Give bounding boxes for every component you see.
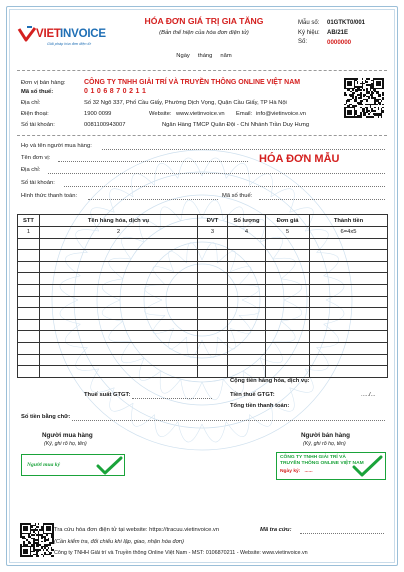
table-cell (198, 261, 228, 273)
buyer-address-line (48, 173, 385, 174)
table-row (18, 261, 388, 273)
table-cell (40, 238, 198, 250)
seller-address-label: Địa chỉ: (21, 100, 41, 106)
table-row (18, 284, 388, 296)
table-cell (266, 308, 310, 320)
table-cell (266, 284, 310, 296)
table-cell (40, 331, 198, 343)
table-cell (198, 308, 228, 320)
buyer-sign-hint: (Ký, ghi rõ họ, tên) (44, 441, 87, 447)
brand-right: INVOICE (60, 28, 106, 40)
buyer-payment-label: Hình thức thanh toán: (21, 193, 78, 199)
table-cell (266, 250, 310, 262)
table-row (18, 308, 388, 320)
col-header-quantity: Số lượng (228, 215, 266, 227)
table-cell (228, 319, 266, 331)
table-cell (40, 366, 198, 378)
table-cell (228, 238, 266, 250)
invoice-subtitle: (Bản thể hiện của hóa đơn điện tử) (159, 30, 249, 36)
table-cell (228, 261, 266, 273)
table-cell (228, 342, 266, 354)
seller-email-value: info@vietinvoice.vn (256, 111, 307, 117)
seller-phone-label: Điện thoại: (21, 111, 49, 117)
subtotal-label: Cộng tiền hàng hóa, dịch vụ: (230, 378, 310, 384)
buyer-box-label: Người mua ký (27, 462, 61, 468)
footer-lookup-code-label: Mã tra cứu: (260, 527, 292, 533)
seller-website-value: www.vietinvoice.vn (176, 111, 225, 117)
index-cell-name: 2 (40, 227, 198, 239)
seller-bank-value: Ngân Hàng TMCP Quân Đội - Chi Nhánh Trần Duy Hưng (162, 122, 310, 128)
buyer-tax-label: Mã số thuế: (222, 193, 253, 199)
table-cell (198, 296, 228, 308)
table-cell (228, 296, 266, 308)
seller-tax-value: 0 1 0 6 8 7 0 2 1 1 (84, 88, 147, 95)
table-cell (18, 342, 40, 354)
seller-website-label: Website: (149, 111, 172, 117)
buyer-payment-line (88, 199, 218, 200)
table-row (18, 319, 388, 331)
vat-amount-label: Tiền thuế GTGT: (230, 392, 275, 398)
seller-account-label: Số tài khoản: (21, 122, 55, 128)
seller-divider (17, 135, 387, 136)
table-cell (228, 354, 266, 366)
table-row (18, 342, 388, 354)
buyer-account-label: Số tài khoản: (21, 180, 55, 186)
table-cell (198, 331, 228, 343)
table-row (18, 296, 388, 308)
table-row (18, 250, 388, 262)
table-header-row (18, 215, 388, 227)
table-cell (310, 308, 388, 320)
grand-total-label: Tổng tiền thanh toán: (230, 403, 290, 409)
table-cell (310, 296, 388, 308)
table-cell (310, 273, 388, 285)
header-divider (17, 70, 387, 71)
footer-note: (Cần kiểm tra, đối chiếu khi lập, giao, nhận hóa đơn) (54, 539, 184, 545)
buyer-signature-box (21, 454, 125, 476)
table-cell (266, 366, 310, 378)
table-cell (310, 250, 388, 262)
in-words-line (72, 420, 385, 421)
table-cell (310, 238, 388, 250)
index-cell-quantity: 4 (228, 227, 266, 239)
table-cell (228, 331, 266, 343)
table-cell (40, 354, 198, 366)
table-cell (198, 238, 228, 250)
table-cell (310, 354, 388, 366)
footer-lookup-text: Tra cứu hóa đơn điện tử tại website: https://tracuu.vietinvoice.vn (54, 527, 220, 533)
table-cell (310, 261, 388, 273)
buyer-sign-title: Người mua hàng (42, 432, 93, 439)
items-table (17, 214, 388, 378)
col-header-price: Đơn giá (266, 215, 310, 227)
buyer-address-label: Địa chỉ: (21, 167, 41, 173)
table-cell (266, 261, 310, 273)
qr-code-top (344, 78, 384, 118)
buyer-account-line (64, 186, 385, 187)
table-cell (18, 273, 40, 285)
table-cell (40, 284, 198, 296)
invoice-title: HÓA ĐƠN GIÁ TRỊ GIA TĂNG (144, 16, 264, 26)
table-cell (266, 296, 310, 308)
table-row (18, 273, 388, 285)
index-cell-stt: 1 (18, 227, 40, 239)
table-cell (40, 273, 198, 285)
table-cell (266, 342, 310, 354)
table-cell (266, 238, 310, 250)
table-cell (266, 319, 310, 331)
table-cell (198, 284, 228, 296)
seller-sign-hint: (Ký, ghi rõ họ, tên) (303, 441, 346, 447)
col-header-unit: ĐVT (198, 215, 228, 227)
seller-address-value: Số 32 Ngõ 337, Phố Cầu Giấy, Phường Dịch Vọng, Quận Cầu Giấy, TP Hà Nội (84, 100, 287, 106)
col-header-amount: Thành tiền (310, 215, 388, 227)
col-header-stt: STT (18, 215, 40, 227)
number-value: 0000000 (327, 39, 352, 46)
table-row (18, 354, 388, 366)
logo-tagline: Giải pháp hóa đơn điện tử (47, 42, 91, 46)
seller-check-icon (351, 455, 383, 479)
table-cell (198, 354, 228, 366)
buyer-tax-line (259, 199, 385, 200)
table-cell (40, 296, 198, 308)
table-cell (228, 250, 266, 262)
table-cell (198, 250, 228, 262)
table-cell (228, 273, 266, 285)
table-cell (18, 284, 40, 296)
table-cell (310, 284, 388, 296)
seller-phone-value: 1900 0099 (84, 111, 112, 117)
seller-tax-label: Mã số thuế: (21, 89, 54, 95)
brand-left: VIET (36, 28, 61, 40)
table-cell (198, 273, 228, 285)
table-cell (40, 250, 198, 262)
table-cell (198, 319, 228, 331)
table-row (18, 366, 388, 378)
table-cell (18, 366, 40, 378)
table-cell (310, 342, 388, 354)
table-cell (310, 366, 388, 378)
footer-lookup-code-line (300, 533, 384, 534)
buyer-name-label: Họ và tên người mua hàng: (21, 143, 92, 149)
vat-rate-line (132, 398, 212, 399)
form-value: 01GTKT0/001 (327, 20, 366, 26)
seller-email-label: Email: (236, 111, 253, 117)
table-cell (18, 250, 40, 262)
table-cell (18, 296, 40, 308)
table-cell (18, 331, 40, 343)
index-cell-price: 5 (266, 227, 310, 239)
vat-rate-suffix: ...../... (361, 392, 376, 398)
invoice-date-line: Ngày tháng năm (176, 53, 232, 59)
footer-company-line: Công ty TNHH Giải trí và Truyền thông Online Việt Nam - MST: 0106870211 - Website: www.vietinvoice.vn (54, 550, 308, 556)
table-row (18, 331, 388, 343)
table-cell (310, 319, 388, 331)
index-cell-unit: 3 (198, 227, 228, 239)
table-cell (40, 342, 198, 354)
table-cell (40, 319, 198, 331)
seller-name-label: Đơn vị bán hàng: (21, 80, 66, 86)
table-cell (228, 366, 266, 378)
table-cell (198, 366, 228, 378)
symbol-label: Ký hiệu: (298, 30, 320, 36)
table-cell (310, 331, 388, 343)
seller-box-line1: CÔNG TY TNHH GIẢI TRÍ VÀ (280, 455, 346, 460)
table-cell (228, 308, 266, 320)
seller-signature-box (276, 452, 386, 480)
sample-stamp: HÓA ĐƠN MẪU (259, 153, 340, 165)
index-cell-amount: 6=4x5 (310, 227, 388, 239)
buyer-check-icon (95, 456, 123, 476)
col-header-name: Tên hàng hóa, dịch vụ (40, 215, 198, 227)
table-cell (18, 308, 40, 320)
seller-box-line2: TRUYỀN THÔNG ONLINE VIỆT NAM (280, 461, 364, 466)
table-cell (18, 238, 40, 250)
table-cell (40, 261, 198, 273)
form-label: Mẫu số: (298, 20, 320, 26)
table-cell (18, 261, 40, 273)
buyer-name-line (102, 149, 385, 150)
qr-code-bottom (20, 523, 54, 557)
buyer-company-line (58, 161, 248, 162)
seller-name-value: CÔNG TY TNHH GIẢI TRÍ VÀ TRUYỀN THÔNG ONLINE VIỆT NAM (84, 79, 301, 86)
seller-account-value: 0081100943007 (84, 122, 126, 128)
table-cell (228, 284, 266, 296)
seller-sign-title: Người bán hàng (301, 432, 350, 439)
symbol-value: AB/21E (327, 30, 349, 36)
number-label: Số: (298, 39, 308, 45)
table-index-row (18, 227, 388, 239)
table-cell (18, 354, 40, 366)
table-cell (266, 354, 310, 366)
viet-invoice-logo-icon (17, 26, 37, 42)
table-cell (40, 308, 198, 320)
table-cell (198, 342, 228, 354)
table-cell (18, 319, 40, 331)
in-words-label: Số tiền bằng chữ: (21, 414, 71, 420)
buyer-company-label: Tên đơn vị: (21, 155, 51, 161)
table-cell (266, 273, 310, 285)
seller-box-date: Ngày ký: ...... (280, 469, 313, 474)
table-row (18, 238, 388, 250)
vat-rate-label: Thuế suất GTGT: (84, 392, 131, 398)
table-cell (266, 331, 310, 343)
